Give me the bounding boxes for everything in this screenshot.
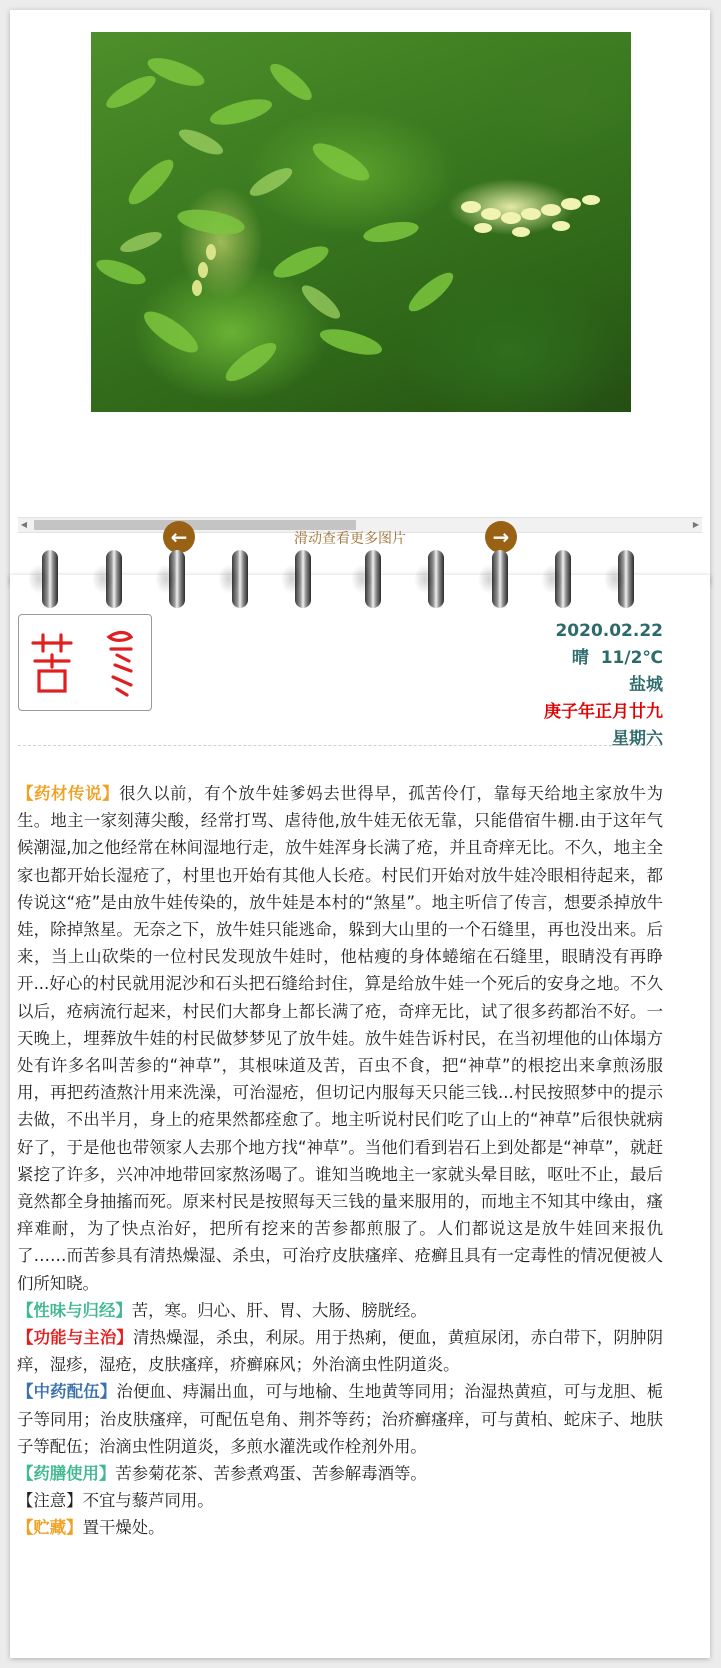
herb-name-seal bbox=[18, 614, 152, 711]
binder-ring bbox=[428, 550, 444, 608]
arrow-right-icon: → bbox=[492, 525, 510, 549]
herb-photo[interactable] bbox=[91, 32, 631, 412]
scroll-right-icon[interactable]: ▶ bbox=[692, 520, 700, 529]
arrow-left-icon: ← bbox=[170, 525, 188, 549]
gallery-card bbox=[10, 10, 710, 585]
diet-text: 苦参菊花茶、苦参煮鸡蛋、苦参解毒酒等。 bbox=[115, 1464, 427, 1484]
legend-text: 很久以前，有个放牛娃爹妈去世得早，孤苦伶仃，靠每天给地主家放牛为生。地主一家刻薄尖酸，经常打骂、虐待他,放牛娃无依无靠，只能借宿牛棚.由于这年气候潮湿,加之他经常在林间湿地行走，放牛娃浑身长满了疮，并且奇痒无比。不久，地主全家也都开始长湿疮了，村里也开始有其他人长疮。村民们开始对放牛娃冷眼相待起来，都传说这“疮”是由放牛娃传染的，放牛娃是本村的“煞星”。地主听信了传言，想要杀掉放牛娃，除掉煞星。无奈之下，放牛娃只能逃命，躲到大山里的一个石缝里，再也没出来。后来，当上山砍柴的一位村民发现放牛娃时，他枯瘦的身体蜷缩在石缝里，眼睛没有再睁开...好心的村民就用泥沙和石头把石缝给封住，算是给放牛娃一个死后的安身之地。不久以后，疮病流行起来，村民们大都身上都长满了疮，奇痒无比，试了很多药都治不好。一天晚上，埋葬放牛娃的村民做梦梦见了放牛娃。放牛娃告诉村民，在当初埋他的山体塌方处有许多名叫苦参的“神草”，其根味道及苦，百虫不食，把“神草”的根挖出来拿煎汤服用，再把药渣熬汁用来洗澡，可治湿疮，但切记内服每天只能三钱...村民按照梦中的提示去做，不出半月，身上的疮果然都痊愈了。地主听说村民们吃了山上的“神草”后很快就病好了，于是他也带领家人去那个地方找“神草”。当他们看到岩石上到处都是“神草”，就赶紧挖了许多，兴冲冲地带回家熬汤喝了。谁知当晚地主一家就头晕目眩，呕吐不止，最后竟然都全身抽搐而死。原来村民是按照每天三钱的量来服用的，而地主不知其中缘由，瘙痒难耐，为了快点治好，把所有挖来的苦参都煎服了。人们都说这是放牛娃回来报仇了……而苦参具有清热燥湿、杀虫，可治疗皮肤瘙痒、疮癣且具有一定毒性的情况便被人们所知晓。 bbox=[17, 784, 664, 1293]
compat-tag: 【中药配伍】 bbox=[17, 1382, 117, 1402]
article-content bbox=[17, 780, 663, 1542]
legend-tag: 【药材传说】 bbox=[17, 784, 120, 803]
caution-tag: 【注意】 bbox=[17, 1491, 83, 1511]
function-tag: 【功能与主治】 bbox=[17, 1328, 133, 1348]
binder-ring bbox=[169, 550, 185, 608]
divider bbox=[18, 745, 662, 746]
binder-ring bbox=[555, 550, 571, 608]
nature-paragraph bbox=[17, 1297, 663, 1324]
function-text: 清热燥湿，杀虫，利尿。用于热痢，便血，黄疸尿闭，赤白带下，阴肿阴痒，湿疹，湿疮，皮肤瘙痒，疥癣麻风；外治滴虫性阴道炎。 bbox=[17, 1328, 664, 1375]
diet-paragraph bbox=[17, 1460, 663, 1487]
storage-paragraph bbox=[17, 1514, 663, 1541]
binder-ring bbox=[618, 550, 634, 608]
binder-ring bbox=[492, 550, 508, 608]
storage-text: 置干燥处。 bbox=[82, 1518, 165, 1538]
binder-rings bbox=[0, 550, 721, 610]
storage-tag: 【贮藏】 bbox=[17, 1518, 83, 1538]
binder-ring bbox=[365, 550, 381, 608]
binder-ring bbox=[295, 550, 311, 608]
swipe-hint: 滑动查看更多图片 bbox=[294, 531, 406, 547]
city-text: 盐城 bbox=[629, 675, 663, 695]
weekday-text: 星期六 bbox=[612, 729, 663, 749]
binder-ring bbox=[42, 550, 58, 608]
binder-ring bbox=[232, 550, 248, 608]
binder-ring bbox=[106, 550, 122, 608]
date-info bbox=[544, 618, 663, 753]
compat-text: 治便血、痔漏出血，可与地榆、生地黄等同用；治湿热黄疸，可与龙胆、栀子等同用；治皮肤瘙痒，可配伍皂角、荆芥等药；治疥癣瘙痒，可与黄柏、蛇床子、地肤子等配伍；治滴虫性阴道炎，多煎水灌洗或作栓剂外用。 bbox=[17, 1382, 664, 1456]
nature-text: 苦，寒。归心、肝、胃、大肠、膀胱经。 bbox=[131, 1300, 427, 1320]
nature-tag: 【性味与归经】 bbox=[17, 1300, 132, 1320]
scroll-left-icon[interactable]: ◀ bbox=[20, 520, 28, 529]
legend-paragraph bbox=[17, 780, 663, 1297]
caution-paragraph bbox=[17, 1487, 663, 1514]
caution-text: 不宜与藜芦同用。 bbox=[82, 1491, 214, 1511]
next-image-button[interactable] bbox=[485, 521, 517, 553]
compat-paragraph bbox=[17, 1378, 663, 1460]
date-text: 2020.02.22 bbox=[555, 621, 663, 641]
diet-tag: 【药膳使用】 bbox=[17, 1464, 116, 1484]
lunar-date-text: 庚子年正月廿九 bbox=[544, 702, 663, 722]
weather-text: 晴 11/2℃ bbox=[571, 648, 663, 668]
function-paragraph bbox=[17, 1324, 663, 1378]
